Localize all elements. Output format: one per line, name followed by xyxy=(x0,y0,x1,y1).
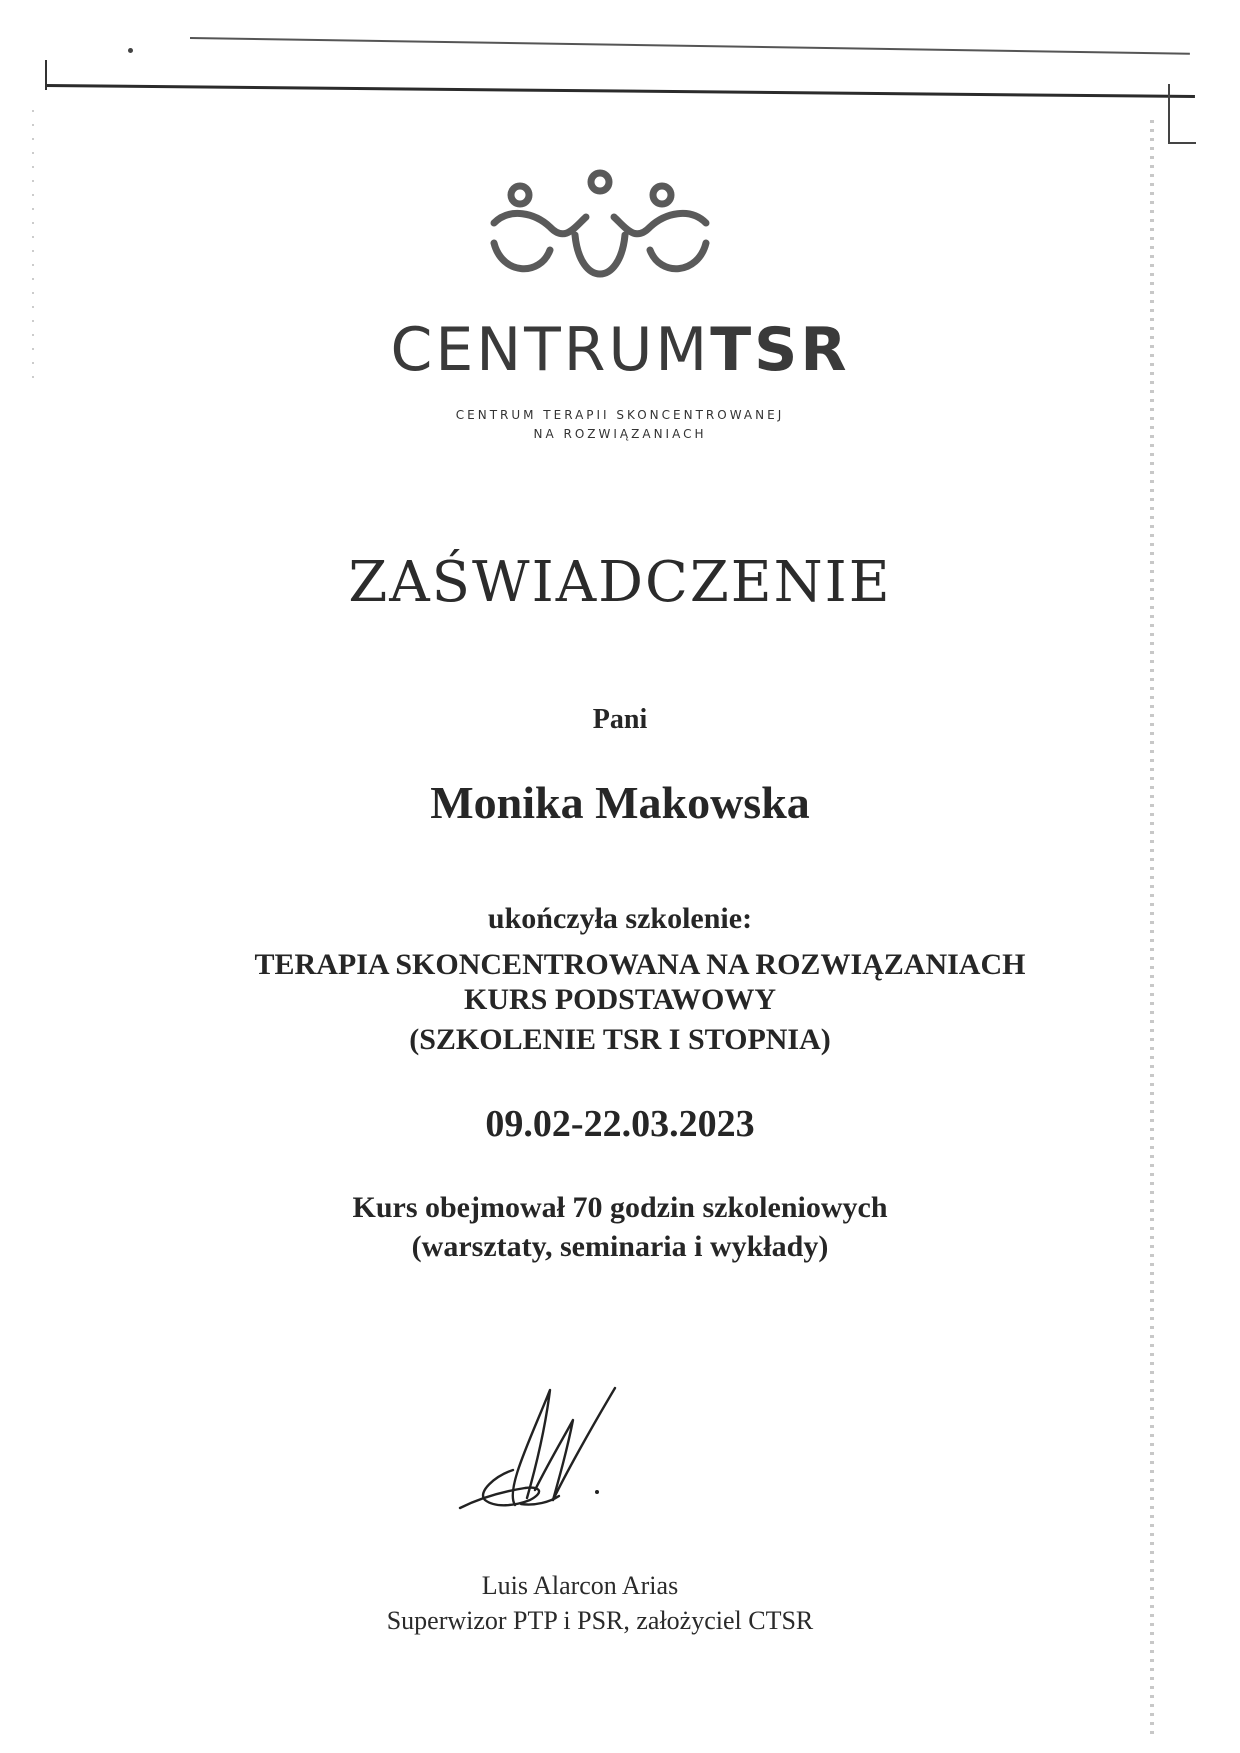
recipient-name: Monika Makowska xyxy=(430,777,810,828)
three-people-logo-icon xyxy=(480,165,720,305)
signer-name: Luis Alarcon Arias xyxy=(481,1571,679,1600)
scan-artifact-line xyxy=(45,84,1195,98)
signer-role: Superwizor PTP i PSR, założyciel CTSR xyxy=(386,1606,814,1635)
brand-wordmark-bold: TSR xyxy=(710,315,850,385)
course-name-line1: TERAPIA SKONCENTROWANA NA ROZWIĄZANIACH xyxy=(254,948,1026,981)
scan-artifact-line xyxy=(190,37,1190,55)
brand-subtitle-line2: NA ROZWIĄZANIACH xyxy=(533,427,707,441)
handwritten-signature-icon xyxy=(455,1380,635,1520)
course-hours-line2: (warsztaty, seminaria i wykłady) xyxy=(411,1230,829,1263)
brand-subtitle-line1: CENTRUM TERAPII SKONCENTROWANEJ xyxy=(455,408,785,422)
course-name-line2: KURS PODSTAWOWY xyxy=(464,983,776,1016)
salutation: Pani xyxy=(592,704,648,735)
brand-wordmark-thin: CENTRUM xyxy=(390,315,711,385)
brand-wordmark xyxy=(0,315,1240,385)
scan-artifact-mark xyxy=(45,60,47,90)
completed-text: ukończyła szkolenie: xyxy=(487,902,753,935)
course-name-line3: (SZKOLENIE TSR I STOPNIA) xyxy=(409,1023,831,1056)
scan-artifact-mark xyxy=(1168,142,1196,144)
scan-artifact-mark xyxy=(1168,84,1170,144)
document-title: ZAŚWIADCZENIE xyxy=(348,550,892,615)
course-hours-line1: Kurs obejmował 70 godzin szkoleniowych xyxy=(352,1191,888,1224)
scan-artifact-dot xyxy=(128,48,133,53)
course-dates: 09.02-22.03.2023 xyxy=(485,1103,755,1145)
